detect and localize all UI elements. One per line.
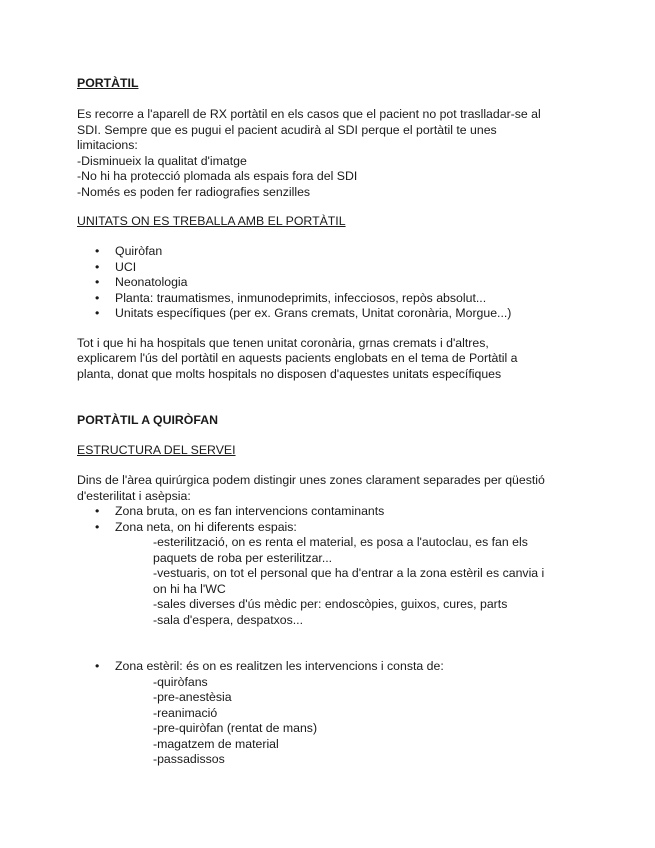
intro-line: limitacions: bbox=[77, 138, 138, 152]
list-item: • Neonatologia bbox=[95, 275, 188, 289]
bullet-icon: • bbox=[95, 504, 100, 518]
list-item-zona-bruta: • Zona bruta, on es fan intervencions contaminants bbox=[95, 504, 385, 518]
bullet-icon: • bbox=[95, 659, 100, 673]
closing-paragraph: Tot i que hi ha hospitals que tenen unitat coronària, grnas cremats i d'altres, explicarem l'ús del portàtil en aquests pacients englobats en el tema de Portàtil a planta, donat que molts hospitals no disposen d'aquestes unitats específiques bbox=[77, 335, 518, 381]
bullet-icon: • bbox=[95, 519, 100, 534]
list-item: • UCI bbox=[95, 259, 137, 274]
list-item-zona-neta: • Zona neta, on hi diferents espais: bbox=[95, 519, 297, 534]
list-item: • Quiròfan bbox=[95, 244, 163, 258]
limitation-item: -Només es poden fer radiografies senzilles bbox=[77, 184, 311, 199]
bullet-icon: • bbox=[95, 306, 100, 320]
intro-paragraph bbox=[77, 107, 577, 200]
zones-list bbox=[77, 504, 577, 535]
zona-esteril-list bbox=[77, 659, 577, 675]
bullet-icon: • bbox=[95, 259, 100, 274]
list-item: • Planta: traumatismes, inmunodeprimits, infecciosos, repòs absolut... bbox=[95, 290, 487, 305]
limitation-item: -Disminueix la qualitat d'imatge bbox=[77, 153, 247, 168]
list-item: • Unitats específiques (per ex. Grans cremats, Unitat coronària, Morgue...) bbox=[95, 306, 512, 320]
intro-line: SDI. Sempre que es pugui el pacient acudirà al SDI perque el portàtil te unes bbox=[77, 122, 497, 137]
bullet-icon: • bbox=[95, 244, 100, 258]
section-title-portatil: PORTÀTIL bbox=[77, 76, 139, 90]
list-item-zona-esteril: • Zona estèril: és on es realitzen les intervencions i consta de: bbox=[95, 659, 444, 673]
units-list bbox=[77, 244, 577, 322]
units-heading: UNITATS ON ES TREBALLA AMB EL PORTÀTIL bbox=[77, 214, 346, 228]
bullet-icon: • bbox=[95, 290, 100, 305]
limitation-item: -No hi ha protecció plomada als espais fora del SDI bbox=[77, 169, 358, 183]
zona-esteril-sublist: -quiròfans -pre-anestèsia -reanimació -pre-quiròfan (rentat de mans) -magatzem de material -passadissos bbox=[153, 674, 318, 766]
document-page bbox=[77, 76, 577, 768]
structure-heading: ESTRUCTURA DEL SERVEI bbox=[77, 443, 236, 457]
structure-intro: Dins de l'àrea quirúrgica podem distingir unes zones clarament separades per qüestió d'esterilitat i asèpsia: bbox=[77, 473, 545, 503]
zona-neta-sublist: -esterilització, on es renta el material, es posa a l'autoclau, es fan els paquets de roba per esterilitzar... -vestuaris, on tot el personal que ha d'entrar a la zona estèril es canvia i on hi ha l'WC -sales diverses d'ús mèdic per: endoscòpies, guixos, cures, parts -sala d'espera, despatxos... bbox=[153, 535, 545, 627]
bullet-icon: • bbox=[95, 275, 100, 289]
section-title-quirofan: PORTÀTIL A QUIRÒFAN bbox=[77, 413, 218, 427]
intro-line: Es recorre a l'aparell de RX portàtil en els casos que el pacient no pot traslladar-se al bbox=[77, 107, 541, 121]
